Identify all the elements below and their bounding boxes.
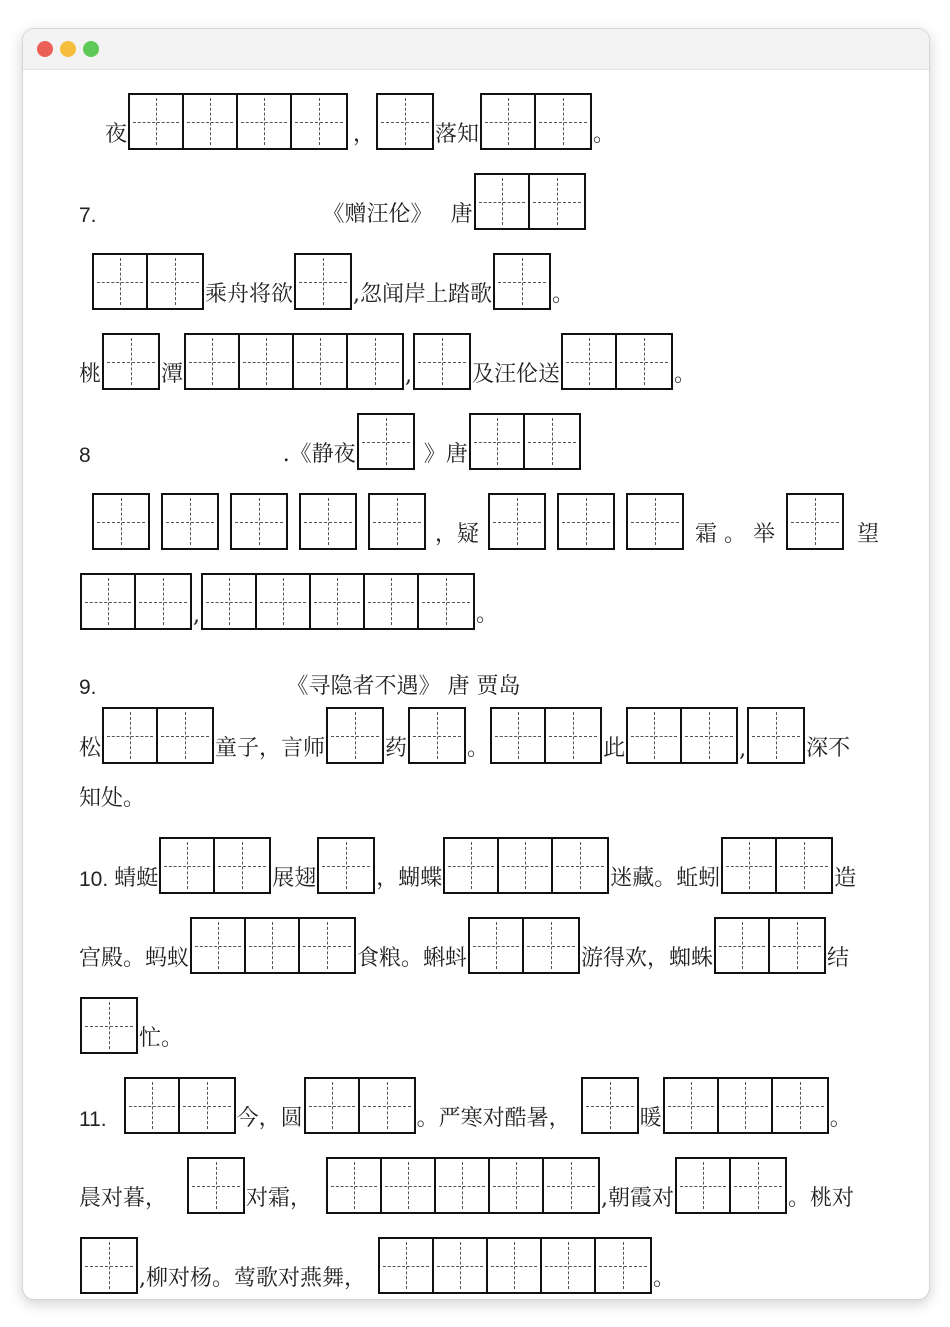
answer-box-group[interactable] [490, 707, 602, 764]
poem-line [79, 770, 899, 814]
text: 结 [827, 946, 850, 971]
answer-box-group[interactable] [474, 173, 586, 230]
answer-box-group[interactable] [102, 707, 214, 764]
minimize-button[interactable] [60, 41, 76, 57]
answer-box-group[interactable] [408, 707, 466, 764]
poem-line [79, 570, 899, 630]
text: 展翅 [272, 866, 317, 891]
title-bar [23, 29, 929, 70]
answer-box[interactable] [368, 493, 426, 550]
answer-box-group[interactable] [493, 253, 551, 310]
text: ,柳对杨。莺歌对燕舞， [139, 1266, 366, 1291]
question-number: 8 [79, 444, 91, 467]
question-9-heading [79, 650, 899, 702]
answer-box-group[interactable] [378, 1237, 652, 1294]
text: 暖 [639, 1106, 662, 1131]
answer-box-group[interactable] [714, 917, 826, 974]
text: 望 [857, 522, 880, 547]
text: 落知 [435, 122, 480, 147]
text: 夜 [105, 122, 128, 147]
question-8-heading [79, 410, 899, 470]
text: 此 [603, 736, 626, 761]
text: 宫殿。蚂蚁 [79, 946, 190, 971]
question-number: 10. [79, 868, 109, 891]
text: 食粮。蝌蚪 [357, 946, 468, 971]
answer-box-group[interactable] [675, 1157, 787, 1214]
text: , [193, 603, 200, 628]
poem-title: 《寻隐者不遇》 唐 贾岛 [286, 674, 521, 699]
poem-line [79, 330, 899, 390]
answer-box[interactable] [92, 493, 150, 550]
answer-box-group[interactable] [184, 333, 404, 390]
answer-box-group[interactable] [469, 413, 581, 470]
text: ,忽闻岸上踏歌 [353, 282, 493, 307]
maximize-button[interactable] [83, 41, 99, 57]
answer-box[interactable] [161, 493, 219, 550]
answer-box-group[interactable] [721, 837, 833, 894]
answer-box-group[interactable] [626, 707, 738, 764]
text: 霜 。 举 [695, 522, 776, 547]
text: 对霜， [246, 1186, 313, 1211]
poem-line [79, 90, 899, 150]
answer-box[interactable] [626, 493, 684, 550]
text: ，蝴蝶 [376, 866, 443, 891]
answer-box-group[interactable] [124, 1077, 236, 1134]
text: 。 [467, 736, 490, 761]
text: 潭 [161, 362, 184, 387]
text: 药 [385, 736, 408, 761]
text: 。 [653, 1266, 676, 1291]
answer-box-group[interactable] [187, 1157, 245, 1214]
answer-box-group[interactable] [80, 1237, 138, 1294]
text: 今，圆 [236, 1106, 303, 1131]
text: 。桃对 [788, 1186, 855, 1211]
answer-box-group[interactable] [663, 1077, 829, 1134]
close-button[interactable] [37, 41, 53, 57]
answer-box-group[interactable] [159, 837, 271, 894]
text: 。 [674, 362, 697, 387]
answer-box-group[interactable] [92, 253, 204, 310]
answer-box-group[interactable] [561, 333, 673, 390]
poem-title: 《赠汪伦》 [322, 202, 433, 227]
text: 忙。 [139, 1026, 184, 1051]
text: 松 [79, 736, 102, 761]
question-7-heading [79, 170, 899, 230]
poem-line [79, 250, 899, 310]
answer-box-group[interactable] [376, 93, 434, 150]
answer-box-group[interactable] [201, 573, 475, 630]
text: 游得欢，蜘蛛 [581, 946, 714, 971]
text: ， [353, 122, 376, 147]
answer-box-group[interactable] [128, 93, 348, 150]
answer-box[interactable] [557, 493, 615, 550]
answer-box-group[interactable] [294, 253, 352, 310]
question-number: 7. [79, 204, 97, 227]
text: ，疑 [435, 522, 480, 547]
poem-line [79, 704, 899, 764]
text: 乘舟将欲 [205, 282, 294, 307]
text: 。 [829, 1106, 852, 1131]
dynasty: 唐 [445, 442, 468, 467]
answer-box-group[interactable] [443, 837, 609, 894]
poem-line [79, 994, 899, 1054]
text: , [405, 363, 413, 388]
answer-box-group[interactable] [102, 333, 160, 390]
answer-box[interactable] [230, 493, 288, 550]
text: 知处。 [79, 786, 146, 811]
dynasty: 唐 [450, 202, 473, 227]
text: 。 [552, 282, 575, 307]
text: , [739, 737, 747, 762]
app-window [22, 28, 930, 1300]
answer-box-group[interactable] [80, 573, 192, 630]
text: 。 [593, 122, 616, 147]
poem-line [79, 1234, 899, 1294]
text: 迷藏。蚯蚓 [610, 866, 721, 891]
answer-box-group[interactable] [468, 917, 580, 974]
poem-title-end: 》 [423, 442, 446, 467]
question-number: 11. [79, 1108, 107, 1131]
text: 童子，言师 [215, 736, 326, 761]
text: 。严寒对酷暑， [416, 1106, 571, 1131]
text: 造 [834, 866, 857, 891]
answer-box[interactable] [299, 493, 357, 550]
answer-box-group[interactable] [581, 1077, 639, 1134]
text: 深不 [806, 736, 851, 761]
answer-box[interactable] [488, 493, 546, 550]
answer-box-group[interactable] [326, 1157, 600, 1214]
answer-box-group[interactable] [747, 707, 805, 764]
text: 蜻蜓 [114, 866, 159, 891]
answer-box-group[interactable] [190, 917, 356, 974]
poem-title-start: .《静夜 [282, 442, 356, 467]
worksheet [23, 70, 929, 1299]
answer-box-group[interactable] [413, 333, 471, 390]
text: ,朝霞对 [601, 1186, 675, 1211]
text: 及汪伦送 [472, 362, 561, 387]
answer-box-group[interactable] [326, 707, 384, 764]
answer-box-group[interactable] [317, 837, 375, 894]
poem-line [79, 914, 899, 974]
text: 桃 [79, 362, 102, 387]
answer-box-group[interactable] [304, 1077, 416, 1134]
question-11-line [79, 1074, 899, 1134]
answer-box-group[interactable] [480, 93, 592, 150]
question-number: 9. [79, 676, 97, 699]
poem-line [79, 490, 899, 550]
answer-box-group[interactable] [357, 413, 415, 470]
answer-box-group[interactable] [80, 997, 138, 1054]
answer-box[interactable] [786, 493, 844, 550]
text: 。 [476, 602, 499, 627]
text: 晨对暮， [79, 1186, 168, 1211]
poem-line [79, 1154, 899, 1214]
question-10-line [79, 834, 899, 894]
